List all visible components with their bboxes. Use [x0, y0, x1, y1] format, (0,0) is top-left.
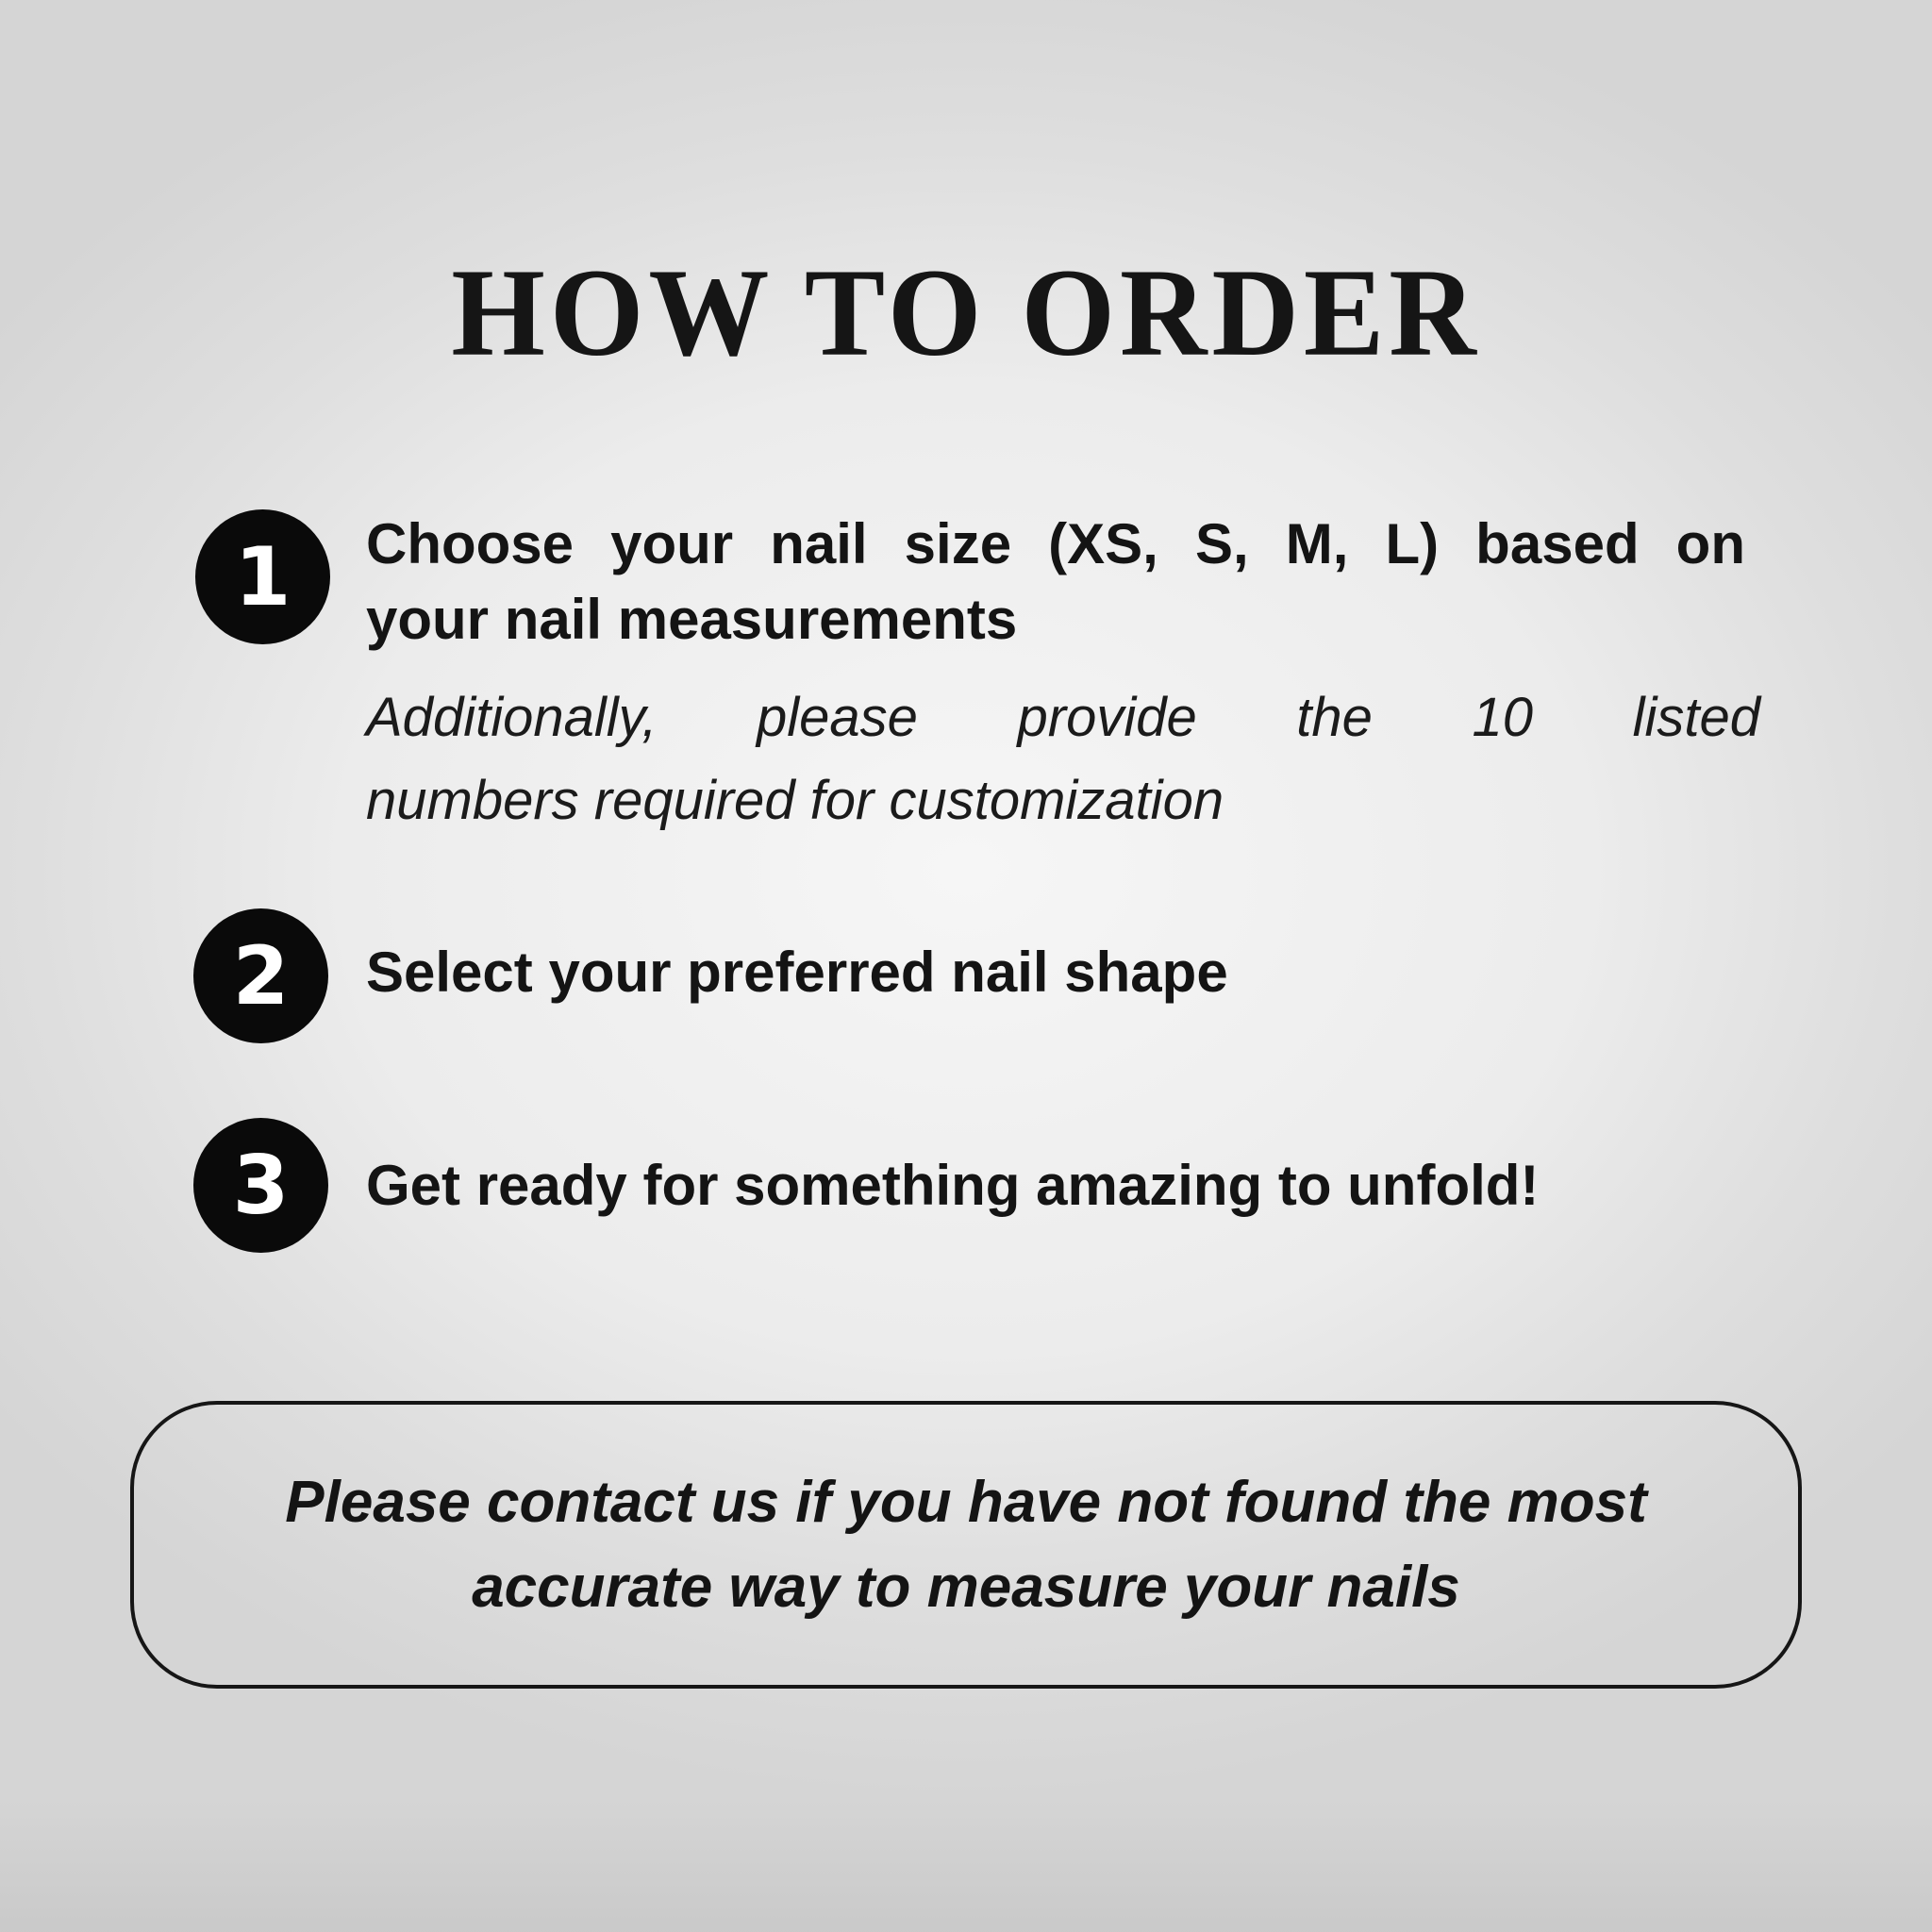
step-1-heading-line-1: Choose your nail size (XS, S, M, L) based on	[366, 512, 1745, 575]
step-2-number: 2	[232, 928, 290, 1024]
step-3-number: 3	[232, 1138, 290, 1233]
contact-note-line-1: Please contact us if you have not found the most	[285, 1469, 1647, 1535]
page-title: HOW TO ORDER	[451, 242, 1481, 382]
contact-note-line-2: accurate way to measure your nails	[472, 1554, 1460, 1620]
step-1-number-badge	[195, 509, 330, 644]
step-3-heading-line-1: Get ready for something amazing to unfold!	[366, 1154, 1540, 1217]
step-1-heading-line-2: your nail measurements	[366, 588, 1018, 651]
step-1-note-line-1: Additionally, please provide the 10 listed	[366, 687, 1760, 748]
step-2-heading-line-1: Select your preferred nail shape	[366, 941, 1228, 1004]
step-1-number: 1	[234, 529, 291, 625]
step-2-heading	[366, 941, 1228, 1004]
step-1-note-line-2: numbers required for customization	[366, 770, 1224, 831]
step-1-heading	[366, 507, 1745, 658]
step-2-number-badge	[193, 908, 328, 1043]
step-3-number-badge	[193, 1118, 328, 1253]
contact-note-box	[130, 1401, 1802, 1689]
step-3-heading	[366, 1155, 1539, 1217]
step-1-note	[366, 676, 1760, 842]
